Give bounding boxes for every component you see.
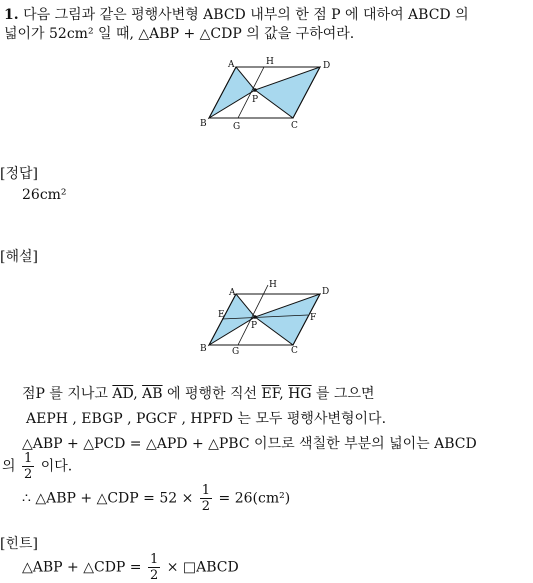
explanation-line-1 — [22, 383, 375, 403]
hint-heading: [힌트] — [0, 536, 38, 552]
figure-parallelogram-2 — [196, 278, 336, 358]
label-h: H — [266, 57, 274, 67]
fraction-half-2 — [200, 484, 212, 513]
explanation-heading: [해설] — [0, 249, 38, 265]
problem-number: 1. — [4, 7, 19, 23]
explanation-line-2: AEPH , EBGP , PGCF , HPFD 는 모두 평행사변형이다. — [26, 411, 387, 427]
fraction-numerator: 1 — [23, 451, 33, 466]
label-c-2: C — [291, 346, 298, 356]
hint-text-b: × □ABCD — [166, 559, 239, 576]
explanation-line-4 — [2, 452, 72, 481]
figure-parallelogram-1 — [196, 55, 336, 135]
point-p — [253, 88, 257, 92]
fraction-numerator: 1 — [201, 483, 211, 498]
fraction-denominator: 2 — [201, 499, 211, 514]
expl-text-1b: 에 평행한 직선 — [162, 386, 262, 402]
label-p: P — [252, 95, 259, 105]
expl-text-5a: ∴ △ABP + △CDP = 52 × — [22, 490, 194, 507]
label-b: B — [200, 119, 207, 129]
label-p-2: P — [251, 321, 258, 331]
fraction-denominator: 2 — [23, 467, 33, 482]
expl-text-1a: 점P 를 지나고 — [22, 386, 113, 402]
shaded-triangle-cdp — [255, 67, 320, 118]
label-g-2: G — [232, 347, 240, 357]
problem-line-1 — [4, 4, 469, 24]
label-b-2: B — [200, 344, 207, 354]
fraction-half-1 — [22, 452, 34, 481]
expl-text-4b: 이다. — [40, 458, 73, 475]
label-c: C — [291, 121, 298, 131]
segment-ab: $\overline{AB}$ — [142, 386, 163, 402]
segment-ad: $\overline{AD}$ — [112, 386, 134, 402]
label-f-2: F — [310, 313, 317, 323]
problem-line-2: 넓이가 52cm² 일 때, △ABP + △CDP 의 값을 구하여라. — [4, 26, 355, 42]
answer-heading: [정답] — [0, 166, 38, 182]
explanation-line-5 — [22, 484, 290, 513]
answer-value: 26cm² — [22, 187, 67, 203]
label-d-2: D — [322, 287, 330, 297]
fraction-half-3 — [148, 553, 160, 582]
expl-text-5b: = 26(cm²) — [218, 490, 291, 507]
segment-ef: $\overline{EF}$ — [261, 386, 280, 402]
hint-line — [22, 553, 239, 582]
label-h-2: H — [269, 280, 277, 290]
explanation-line-3: △ABP + △PCD = △APD + △PBC 이므로 색칠한 부분의 넓이는 ABCD — [22, 436, 477, 452]
fraction-denominator: 2 — [149, 568, 159, 583]
expl-text-4a: 의 — [2, 458, 16, 475]
label-d: D — [323, 61, 331, 71]
expl-comma-2: , — [279, 386, 289, 402]
expl-comma-1: , — [133, 386, 143, 402]
segment-hg: $\overline{HG}$ — [288, 386, 312, 402]
hint-text-a: △ABP + △CDP = — [22, 559, 142, 576]
point-p-2 — [253, 315, 257, 319]
fraction-numerator: 1 — [149, 552, 159, 567]
label-a-2: A — [229, 288, 236, 298]
problem-text-1: 다음 그림과 같은 평행사변형 ABCD 내부의 한 점 P 에 대하여 ABCD 의 — [23, 7, 469, 23]
expl-text-1c: 를 그으면 — [311, 386, 375, 402]
label-g: G — [233, 122, 241, 132]
label-e-2: E — [218, 310, 225, 320]
label-a: A — [228, 60, 235, 70]
